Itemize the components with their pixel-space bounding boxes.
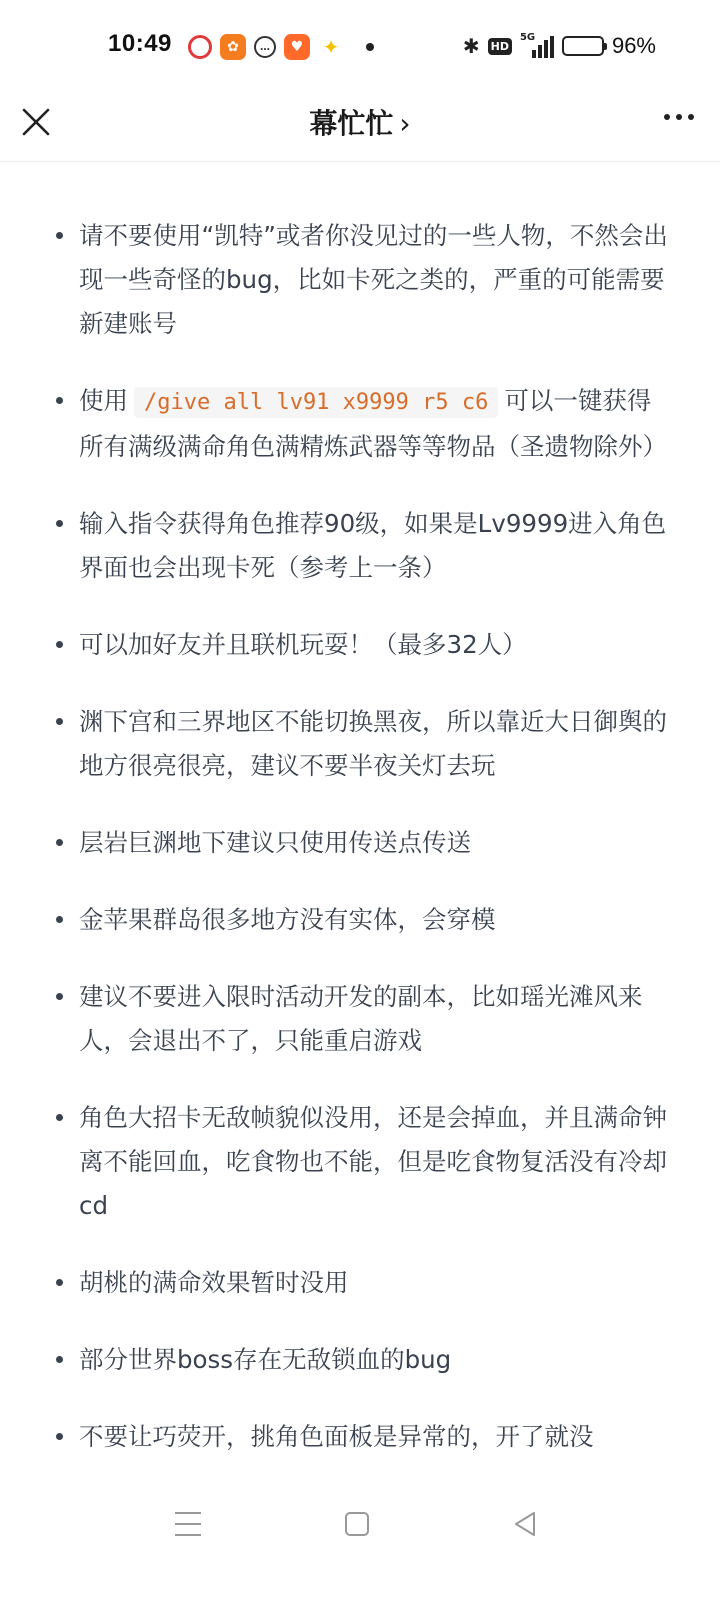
back-icon[interactable] bbox=[512, 1510, 540, 1538]
list-item bbox=[0, 898, 720, 942]
list-item bbox=[0, 623, 720, 667]
list-item bbox=[0, 214, 720, 346]
list-item-text: 不要让巧荧开，挑角色面板是异常的，开了就没 bbox=[79, 1422, 594, 1451]
bluetooth-icon: ✱ bbox=[462, 34, 480, 58]
author-name: 幕忙忙 bbox=[309, 107, 394, 140]
list-item bbox=[0, 1338, 720, 1382]
list-item bbox=[0, 700, 720, 788]
app-notification-icon-4: ✦ bbox=[318, 34, 344, 60]
status-right bbox=[463, 33, 656, 59]
list-item bbox=[0, 1096, 720, 1228]
page-title[interactable] bbox=[0, 102, 720, 142]
tips-list bbox=[0, 214, 720, 1482]
list-item bbox=[0, 975, 720, 1063]
list-item-text: 部分世界boss存在无敌锁血的bug bbox=[79, 1345, 452, 1374]
list-item-text: 请不要使用“凯特”或者你没见过的一些人物，不然会出现一些奇怪的bug，比如卡死之类的，严重的可能需要新建账号 bbox=[79, 221, 668, 338]
list-item-text: 使用 bbox=[79, 386, 128, 415]
more-notifications-dot bbox=[366, 43, 374, 51]
code-snippet: /give all lv91 x9999 r5 c6 bbox=[134, 387, 498, 418]
home-icon[interactable] bbox=[345, 1512, 369, 1536]
list-item-text: 可以加好友并且联机玩耍！（最多32人） bbox=[79, 630, 527, 659]
status-bar bbox=[0, 0, 720, 96]
network-label: 5G bbox=[519, 32, 536, 43]
app-notification-icon-3: ♥ bbox=[284, 34, 310, 60]
chevron-right-icon: › bbox=[399, 107, 411, 140]
app-notification-icon-1 bbox=[188, 35, 212, 59]
system-nav-bar bbox=[0, 1482, 720, 1600]
article-content bbox=[0, 162, 720, 1482]
list-item-text: 层岩巨渊地下建议只使用传送点传送 bbox=[79, 828, 471, 857]
chat-app-icon: … bbox=[254, 36, 276, 58]
list-item-text: 角色大招卡无敌帧貌似没用，还是会掉血，并且满命钟离不能回血，吃食物也不能，但是吃食物复活没有冷却cd bbox=[79, 1103, 667, 1220]
battery-icon bbox=[562, 36, 604, 56]
signal-icon bbox=[520, 34, 554, 58]
app-notification-icon-2: ✿ bbox=[220, 34, 246, 60]
more-icon[interactable] bbox=[664, 114, 694, 120]
list-item bbox=[0, 821, 720, 865]
hd-badge: HD bbox=[488, 38, 512, 55]
list-item-text: 输入指令获得角色推荐90级，如果是Lv9999进入角色界面也会出现卡死（参考上一条） bbox=[79, 509, 667, 582]
list-item-text: 可以一键获得所有满级满命角色满精炼武器等等物品（圣遗物除外） bbox=[79, 386, 667, 461]
list-item bbox=[0, 1261, 720, 1305]
nav-header bbox=[0, 96, 720, 162]
status-time: 10:49 bbox=[108, 30, 172, 57]
notification-icons bbox=[188, 34, 374, 60]
list-item bbox=[0, 502, 720, 590]
menu-icon[interactable] bbox=[175, 1512, 201, 1536]
list-item-text: 胡桃的满命效果暂时没用 bbox=[79, 1268, 349, 1297]
list-item bbox=[0, 379, 720, 469]
list-item-text: 建议不要进入限时活动开发的副本，比如瑶光滩风来人，会退出不了，只能重启游戏 bbox=[79, 982, 643, 1055]
list-item-text: 金苹果群岛很多地方没有实体，会穿模 bbox=[79, 905, 496, 934]
list-item-text: 渊下宫和三界地区不能切换黑夜，所以靠近大日御舆的地方很亮很亮，建议不要半夜关灯去玩 bbox=[79, 707, 667, 780]
battery-percent: 96% bbox=[611, 33, 656, 58]
list-item bbox=[0, 1415, 720, 1459]
